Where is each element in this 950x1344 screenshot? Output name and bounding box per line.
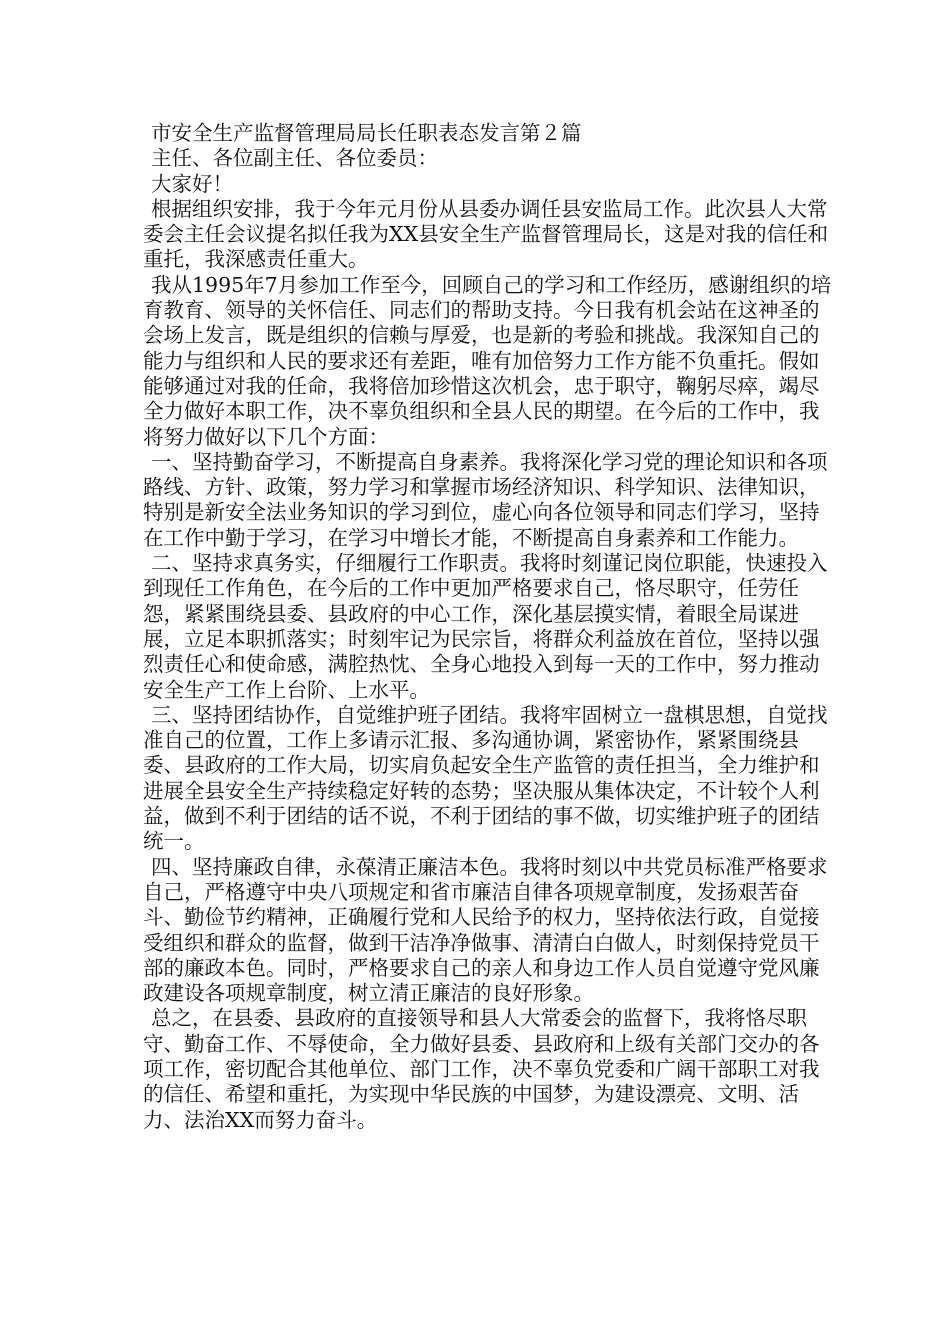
paragraph-experience: 我从1995年7月参加工作至今，回顾自己的学习和工作经历，感谢组织的培育教育、领导的关怀信任、同志们的帮助支持。今日我有机会站在这神圣的会场上发言，既是组织的信赖与厚爱，也是新的考验和挑战。我深知自己的能力与组织和人民的要求还有差距，唯有加倍努力工作方能不负重托。假如能够通过对我的任命，我将倍加珍惜这次机会，忠于职守，鞠躬尽瘁，竭尽全力做好本职工作，决不辜负组织和全县人民的期望。在今后的工作中，我将努力做好以下几个方面： [143,272,832,449]
paragraph-conclusion: 总之，在县委、县政府的直接领导和县人大常委会的监督下，我将恪尽职守、勤奋工作、不辱使命，全力做好县委、县政府和上级有关部门交办的各项工作，密切配合其他单位、部门工作，决不辜负党委和广阔干部职工对我的信任、希望和重托，为实现中华民族的中国梦，为建设漂亮、文明、活力、法治XX而努力奋斗。 [143,1006,820,1132]
greeting: 大家好！ [151,171,233,196]
paragraph-point-1-study: 一、坚持勤奋学习，不断提高自身素养。我将深化学习党的理论知识和各项路线、方针、政策，努力学习和掌握市场经济知识、科学知识、法律知识，特别是新安全法业务知识的学习到位，虚心向各位领导和同志们学习，坚持在工作中勤于学习，在学习中增长才能，不断提高自身素养和工作能力。 [143,449,828,550]
document-title: 市安全生产监督管理局局长任职表态发言第２篇 [151,121,582,145]
paragraph-point-4-integrity: 四、坚持廉政自律，永葆清正廉洁本色。我将时刻以中共党员标准严格要求自己，严格遵守中央八项规定和省市廉洁自律各项规章制度，发扬艰苦奋斗、勤俭节约精神，正确履行党和人民给予的权力，坚持依法行政，自觉接受组织和群众的监督，做到干洁净净做事、清清白白做人，时刻保持党员干部的廉政本色。同时，严格要求自己的亲人和身边工作人员自觉遵守党风廉政建设各项规章制度，树立清正廉洁的良好形象。 [143,854,828,1006]
paragraph-point-3-unity: 三、坚持团结协作，自觉维护班子团结。我将牢固树立一盘棋思想，自觉找准自己的位置，工作上多请示汇报、多沟通协调，紧密协作，紧紧围绕县委、县政府的工作大局，切实肩负起安全生产监管的责任担当，全力维护和进展全县安全生产持续稳定好转的态势；坚决服从集体决定，不计较个人利益，做到不利于团结的话不说，不利于团结的事不做，切实维护班子的团结统一。 [143,702,828,854]
document-body [143,121,833,1133]
paragraph-point-2-duty: 二、坚持求真务实，仔细履行工作职责。我将时刻谨记岗位职能，快速投入到现任工作角色，在今后的工作中更加严格要求自己，恪尽职守，任劳任怨，紧紧围绕县委、县政府的中心工作，深化基层摸实情，着眼全局谋进展，立足本职抓落实；时刻牢记为民宗旨，将群众利益放在首位，坚持以强烈责任心和使命感，满腔热忱、全身心地投入到每一天的工作中，努力推动安全生产工作上台阶、上水平。 [143,551,828,702]
paragraph-appointment: 根据组织安排，我于今年元月份从县委办调任县安监局工作。此次县人大常委会主任会议提名拟任我为XX县安全生产监督管理局长，这是对我的信任和重托，我深感责任重大。 [143,196,829,272]
salutation: 主任、各位副主任、各位委员： [151,146,438,171]
